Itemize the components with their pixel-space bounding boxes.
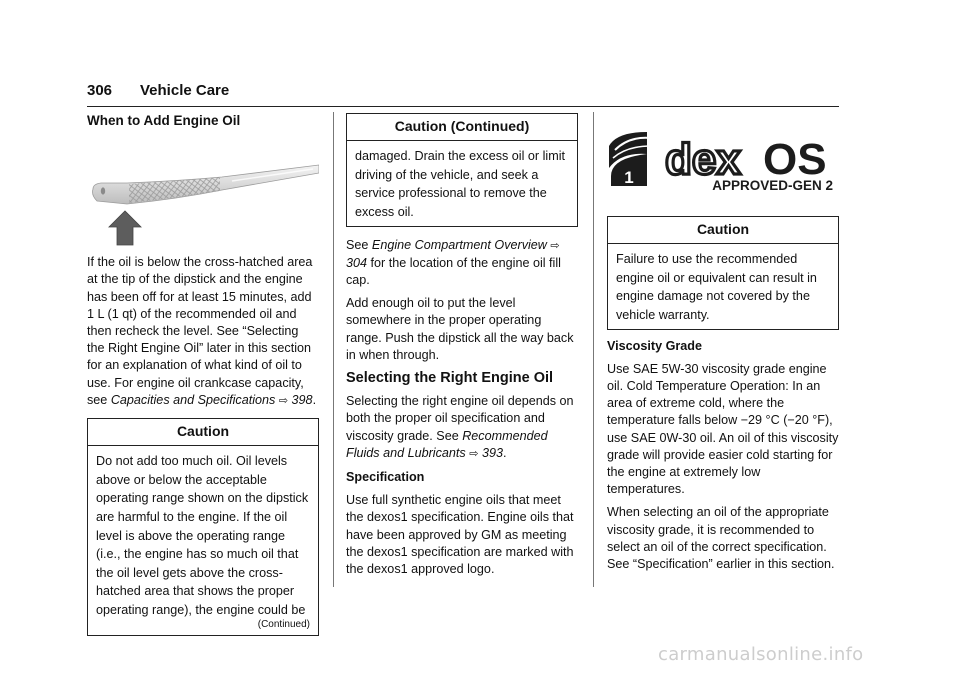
paragraph-see-engine-compartment — [346, 237, 578, 290]
heading-when-to-add-oil: When to Add Engine Oil — [87, 113, 241, 128]
paragraph-selecting-oil — [346, 393, 578, 463]
column-divider-1 — [333, 112, 334, 587]
paragraph-specification: Use full synthetic engine oils that meet the dexos1 specification. Engine oils that have been approved by GM as meeting the dexos1 specification are marked with the dexos1 approved logo. — [346, 493, 574, 577]
dexos-approved-logo-icon — [607, 112, 839, 208]
link-recommended-fluids[interactable]: Recommended Fluids and Lubricants — [346, 428, 548, 460]
watermark-text: carmanualsonline.info — [658, 644, 864, 665]
see-suffix: for the location of the engine oil fill cap. — [346, 255, 561, 287]
logo-number: 1 — [624, 168, 634, 187]
dexos-logo — [607, 112, 839, 208]
link-engine-compartment-overview[interactable]: Engine Compartment Overview — [371, 237, 547, 252]
column-2 — [346, 113, 578, 584]
page-ref-arrow-icon: ⇨ — [550, 239, 560, 252]
column-divider-2 — [593, 112, 594, 587]
caution-box-warranty — [607, 216, 839, 330]
caution-continued-title: Caution (Continued) — [347, 114, 577, 141]
selecting-text: Selecting the right engine oil depends on both the proper oil specification and viscosity grade. See — [346, 394, 574, 443]
column-1 — [87, 112, 319, 636]
caution-title: Caution — [608, 217, 838, 244]
page-number: 306 — [87, 82, 113, 99]
paragraph-add-oil-text: If the oil is below the cross-hatched area at the tip of the dipstick and the engine has been off for at least 15 minutes, add 1 L (1 qt) of the recommended oil and then recheck the level. See “Selecting the Right Engine Oil” later in this section for an explanation of what kind of oil to use. For engine oil crankcase capacity, see — [87, 255, 313, 407]
page-ref-398[interactable]: 398 — [291, 392, 313, 407]
logo-os-text: OS — [763, 135, 827, 184]
page-ref-arrow-icon: ⇨ — [278, 394, 289, 407]
caution-box-overfill — [87, 418, 319, 636]
paragraph-viscosity-2: When selecting an oil of the appropriate viscosity grade, it is recommended to select an oil of the correct specification. See “Specification” earlier in this section. — [607, 505, 835, 572]
caution-title: Caution — [88, 419, 318, 446]
paragraph-add-oil — [87, 254, 319, 410]
see-prefix: See — [346, 237, 372, 252]
caution-text: Do not add too much oil. Oil levels above or below the acceptable operating range shown on the dipstick are harmful to the engine. If the oil level is above the operating range (i.e., the engine has so much oil that the oil level gets above the cross-hatched area that shows the proper operating range), the engine could be — [96, 454, 309, 617]
heading-selecting-oil: Selecting the Right Engine Oil — [346, 370, 554, 386]
page-ref-arrow-icon: ⇨ — [469, 447, 479, 460]
logo-approved-text: APPROVED-GEN 2 — [712, 178, 833, 193]
link-capacities-specifications[interactable]: Capacities and Specifications — [110, 392, 276, 407]
logo-dex-text: dex — [665, 135, 741, 184]
continued-label: (Continued) — [257, 618, 310, 630]
paragraph-add-enough-oil: Add enough oil to put the level somewhere in the proper operating range. Push the dipstick all the way back in when through. — [346, 296, 574, 362]
dipstick-illustration — [87, 129, 319, 254]
page-header — [87, 82, 839, 107]
page-ref-304[interactable]: 304 — [346, 255, 368, 270]
page-ref-393[interactable]: 393 — [481, 445, 503, 460]
dipstick-icon — [87, 129, 319, 254]
caution-body: Failure to use the recommended engine oil or equivalent can result in engine damage not covered by the vehicle warranty. — [616, 252, 817, 322]
caution-continued-body: damaged. Drain the excess oil or limit driving of the vehicle, and seek a service professional to remove the excess oil. — [355, 149, 565, 219]
subheading-specification: Specification — [346, 470, 425, 485]
period: . — [312, 392, 317, 407]
period: . — [502, 445, 507, 460]
section-title: Vehicle Care — [140, 82, 230, 99]
paragraph-viscosity-1: Use SAE 5W-30 viscosity grade engine oil. Cold Temperature Operation: In an area of extreme cold, where the temperature falls below −29 °C (−20 °F), use SAE 0W-30 oil. An oil of this viscosity grade will provide easier cold starting for the engine at extremely low temperatures. — [607, 361, 839, 497]
caution-body — [88, 446, 318, 634]
subheading-viscosity-grade: Viscosity Grade — [607, 338, 702, 353]
column-3 — [607, 112, 839, 579]
caution-box-continued — [346, 113, 578, 227]
